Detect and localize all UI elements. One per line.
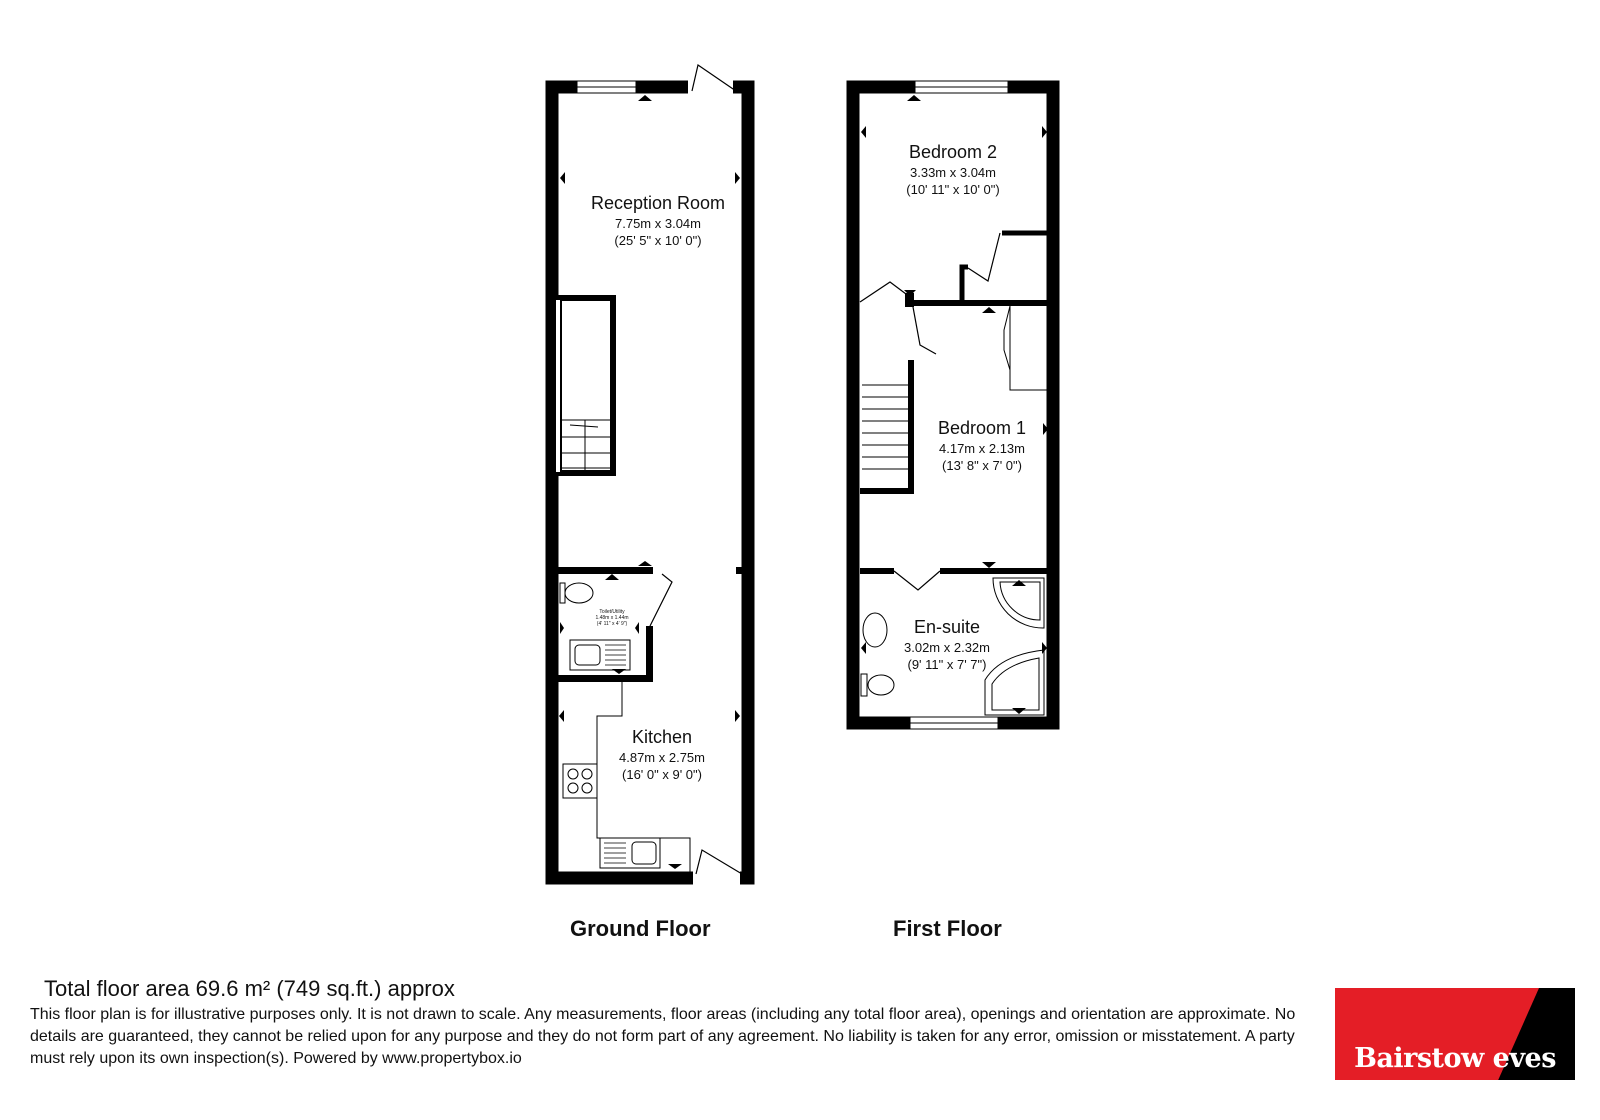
first-floor-stair-wall (860, 360, 911, 491)
reception-room-metric: 7.75m x 3.04m (615, 216, 701, 231)
disclaimer-text: This floor plan is for illustrative purposes only. It is not drawn to scale. Any measurements, floor areas (including any total floor area), openings and orientation are approximate. No details are guaranteed, they cannot be relied upon for any purpose and they do not form part of any agreement. No liability is taken for any error, omission or misstatement. A party must rely upon its own inspection(s). Powered by www.propertybox.io (30, 1006, 1296, 1067)
ground-floor-label: Ground Floor (570, 916, 711, 941)
toilet-room-metric: 1.48m x 1.44m (595, 615, 629, 621)
rear-door-opening (693, 871, 740, 885)
ensuite-upper-wall (940, 568, 1047, 574)
bedroom1-wardrobe (1004, 306, 1047, 390)
front-door-opening (688, 80, 733, 94)
bedroom1-metric: 4.17m x 2.13m (939, 441, 1025, 456)
stairs (562, 420, 610, 470)
ensuite-name: En-suite (913, 617, 981, 637)
utility-sink (570, 640, 630, 670)
toilet-wc (560, 583, 593, 603)
reception-room-imperial: (25' 5" x 10' 0") (614, 233, 702, 248)
bedroom-partition-wall (909, 300, 1047, 306)
kitchen-sink (600, 838, 660, 868)
toilet-door-swing (650, 574, 672, 626)
stairs (862, 385, 908, 469)
bedroom1-imperial: (13' 8" x 7' 0") (942, 458, 1022, 473)
kitchen-room-metric: 4.87m x 2.75m (619, 750, 705, 765)
toilet-right-wall (646, 626, 653, 682)
bedroom2-wardrobe (962, 233, 1047, 303)
logo-wordmark: Bairstow eves (1354, 1043, 1556, 1074)
rear-door-swing (696, 850, 742, 874)
bedroom2-imperial: (10' 11" x 10' 0") (906, 182, 1000, 197)
first-floor-plan (853, 81, 1053, 729)
toilet-lower-wall (558, 675, 653, 682)
toilet-room-imperial: (4' 11" x 4' 9") (596, 621, 628, 627)
reception-room-name: Reception Room (590, 193, 726, 213)
bairstow-eves-logo (1335, 988, 1575, 1080)
ensuite-door-swing (894, 571, 940, 590)
bedroom2-name: Bedroom 2 (908, 142, 998, 162)
bedroom1-name: Bedroom 1 (937, 418, 1027, 438)
landing-door-swing (913, 307, 936, 354)
total-floor-area: Total floor area 69.6 m² (749 sq.ft.) approx (44, 976, 455, 1001)
kitchen-hob (563, 764, 597, 798)
ensuite-bath (985, 650, 1044, 715)
kitchen-room-imperial: (16' 0" x 9' 0") (622, 767, 702, 782)
toilet-room-name: Toilet/Utility (599, 609, 625, 615)
ensuite-imperial: (9' 11" x 7' 7") (907, 657, 987, 672)
bedroom2-metric: 3.33m x 3.04m (910, 165, 996, 180)
ground-floor-plan (552, 65, 748, 885)
kitchen-room-name: Kitchen (631, 727, 693, 747)
stair-enclosure-walls (559, 298, 613, 473)
toilet-upper-wall (558, 567, 653, 574)
ensuite-basin (863, 613, 887, 647)
ensuite-metric: 3.02m x 2.32m (904, 640, 990, 655)
ensuite-wc (861, 674, 894, 696)
bedroom2-door-swing (860, 282, 910, 302)
ensuite-upper-wall (860, 568, 894, 574)
first-floor-label: First Floor (893, 916, 1002, 941)
